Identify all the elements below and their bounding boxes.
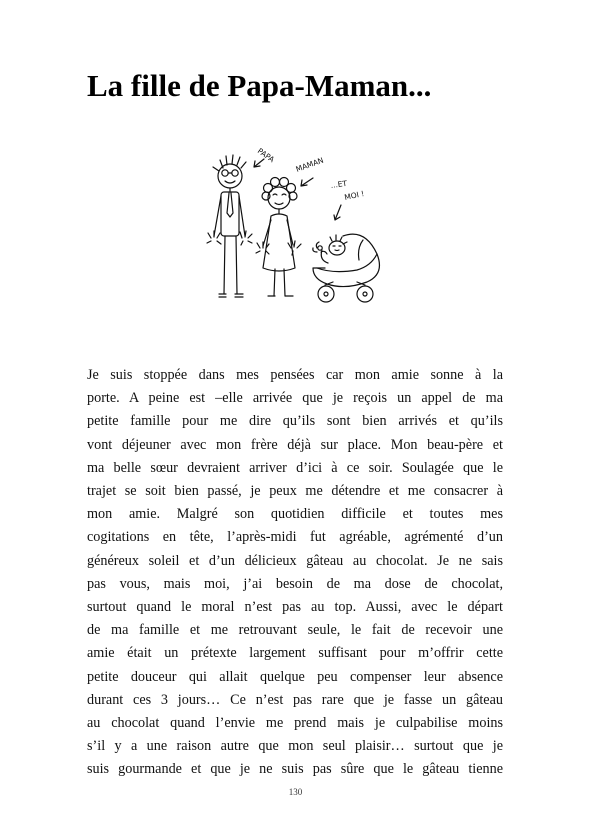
paragraph-line: généreux soleil et d’un délicieux gâteau au chocolat. Je ne sais [87, 552, 503, 569]
paragraph-line: suis gourmande et que je ne suis pas sûre que le gâteau tienne [87, 761, 503, 778]
paragraph-line: mon amie. Malgré son quotidien difficile et toutes mes [87, 506, 503, 523]
paragraph-line: pas vous, mais moi, j’ai besoin de ma dose de chocolat, [87, 575, 503, 592]
paragraph-line: au chocolat quand l’envie me prend mais je culpabilise moins [87, 715, 503, 732]
maman-label: MAMAN [294, 155, 325, 174]
page-number: 130 [288, 787, 303, 797]
paragraph-line: vont déjeuner avec mon frère déjà sur place. Mon beau-père et [87, 436, 503, 453]
baby-pram [313, 234, 380, 302]
paragraph-line: porte. A peine est –elle arrivée que je reçois un appel de ma [87, 390, 503, 407]
paragraph-line: durant ces 3 jours… Ce n’est pas rare que je fasse un gâteau [87, 691, 503, 708]
paragraph-line: petite famille pour me dire qu’ils sont bien arrivés et qu’ils [87, 413, 503, 430]
paragraph-line: surtout quand le moral n’est pas au top. Aussi, avec le départ [87, 599, 503, 616]
family-drawing-illustration [205, 138, 400, 310]
paragraph-line: trajet se soit bien passé, je peux me détendre et me consacrer à [87, 483, 503, 500]
papa-figure [207, 155, 264, 297]
et-label: ...ET [330, 178, 348, 190]
paragraph-line: de ma famille et me retrouvant seule, le fait de recevoir une [87, 622, 503, 639]
paragraph-line: Je suis stoppée dans mes pensées car mon amie sonne à la [87, 367, 503, 383]
papa-label: PAPA [255, 146, 277, 165]
paragraph-line: cogitations en tête, l’après-midi fut agréable, agrémenté d’un [87, 529, 503, 546]
moi-label: MOI ! [343, 188, 365, 202]
body-paragraph [87, 364, 503, 782]
paragraph-line: ma belle sœur devraient arriver d’ici à ce soir. Soulagée que le [87, 459, 503, 476]
paragraph-line: s’il y a une raison autre que mon seul plaisir… surtout que je [87, 738, 503, 755]
page-title: La fille de Papa-Maman... [87, 68, 432, 103]
paragraph-line: amie était un prétexte largement suffisant pour m’offrir cette [87, 645, 503, 662]
paragraph-line: petite douceur qui allait quelque peu compenser leur absence [87, 668, 503, 685]
maman-figure [256, 178, 313, 297]
